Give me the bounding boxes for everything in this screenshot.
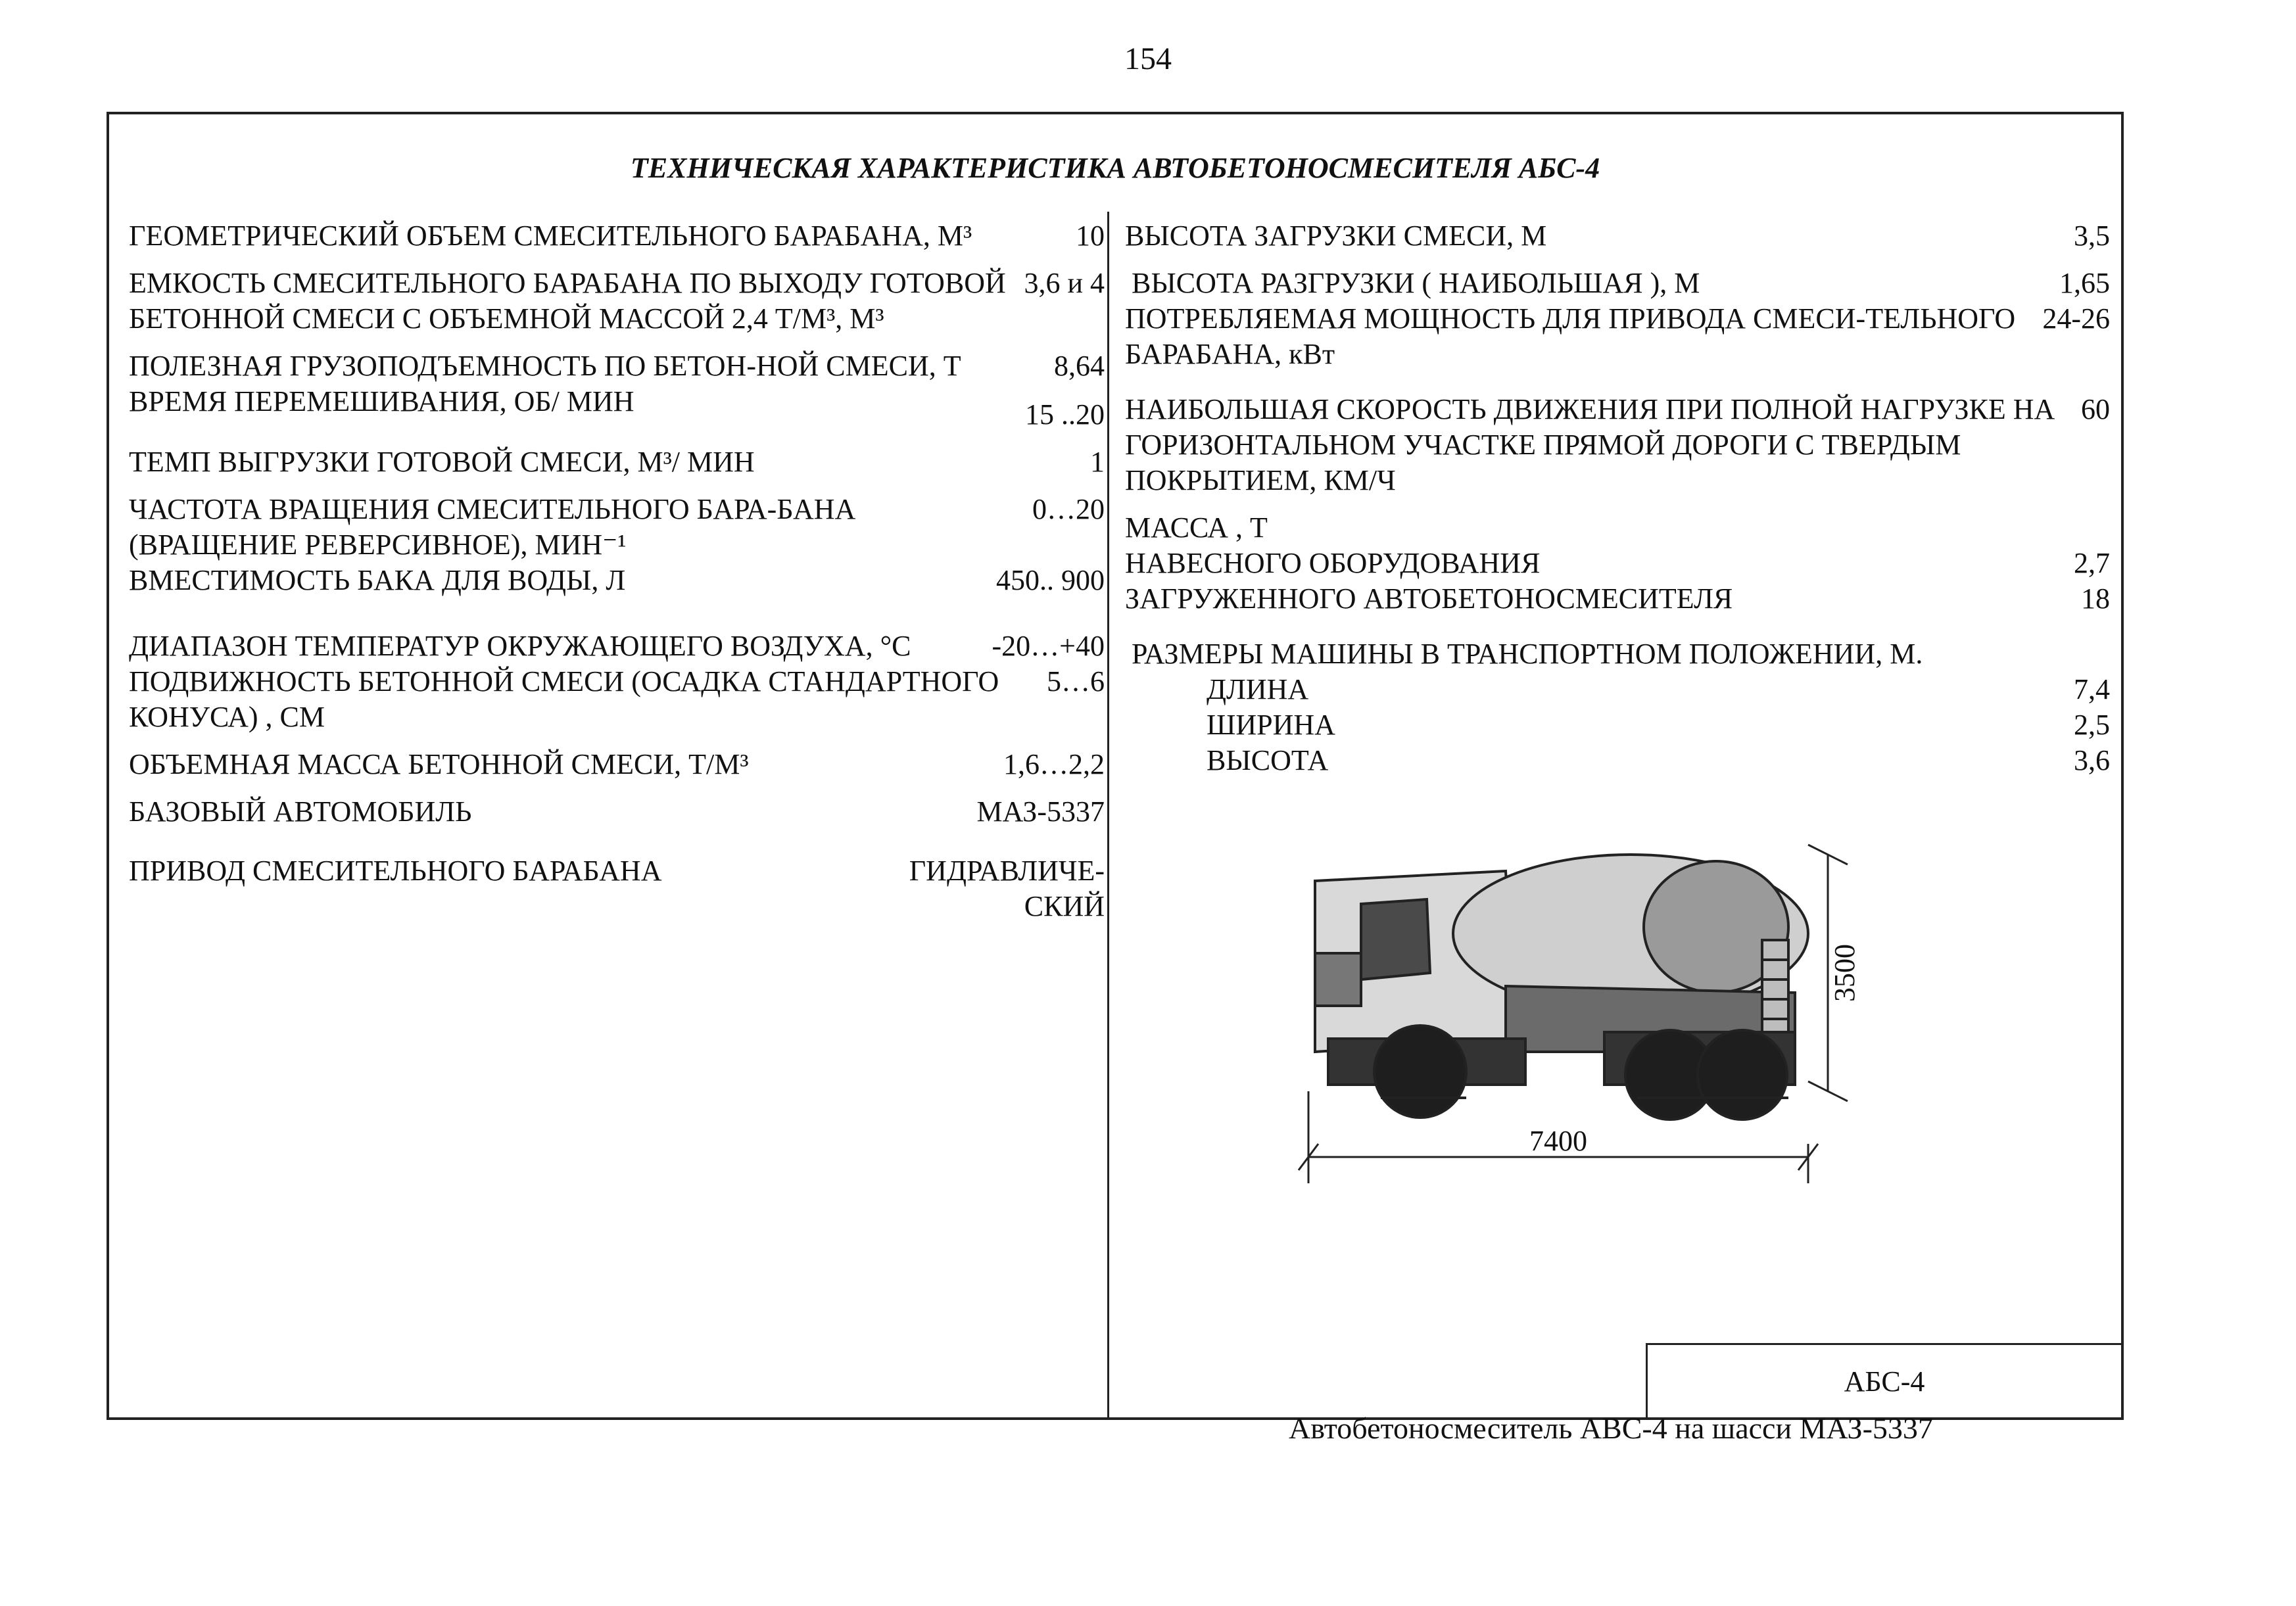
spec-row bbox=[1125, 266, 2110, 301]
spec-label: НАВЕСНОГО ОБОРУДОВАНИЯ bbox=[1125, 547, 1541, 579]
page-number: 154 bbox=[1124, 41, 1172, 76]
spec-label: ВРЕМЯ ПЕРЕМЕШИВАНИЯ, ОБ/ МИН bbox=[129, 385, 634, 417]
spec-row bbox=[129, 664, 1105, 735]
spec-label: ТЕМП ВЫГРУЗКИ ГОТОВОЙ СМЕСИ, М³/ МИН bbox=[129, 446, 755, 478]
spec-row bbox=[1125, 301, 2110, 372]
spec-label: ЧАСТОТА ВРАЩЕНИЯ СМЕСИТЕЛЬНОГО БАРА-БАНА (ВРАЩЕНИЕ РЕВЕРСИВНОЕ), МИН⁻¹ bbox=[129, 493, 856, 561]
spec-row bbox=[129, 266, 1105, 337]
spec-row bbox=[1125, 218, 2110, 254]
spec-value: 10 bbox=[1076, 220, 1105, 252]
spec-label: ПРИВОД СМЕСИТЕЛЬНОГО БАРАБАНА bbox=[129, 855, 662, 887]
length-dimension-label: 7400 bbox=[1529, 1125, 1587, 1157]
column-divider bbox=[1107, 212, 1109, 1417]
stamp-text: АБС-4 bbox=[1844, 1365, 1925, 1398]
spec-row bbox=[1125, 581, 2110, 617]
spec-row bbox=[129, 444, 1105, 480]
spec-label: ПОТРЕБЛЯЕМАЯ МОЩНОСТЬ ДЛЯ ПРИВОДА СМЕСИ-ТЕЛЬНОГО БАРАБАНА, кВт bbox=[1125, 302, 2016, 370]
spec-row bbox=[129, 853, 1105, 924]
spec-label: ОБЪЕМНАЯ МАССА БЕТОННОЙ СМЕСИ, Т/М³ bbox=[129, 748, 749, 780]
spec-value: -20…+40 bbox=[992, 630, 1105, 662]
spec-value: ГИДРАВЛИЧЕ- СКИЙ bbox=[909, 855, 1105, 922]
spec-label: НАИБОЛЬШАЯ СКОРОСТЬ ДВИЖЕНИЯ ПРИ ПОЛНОЙ НАГРУЗКЕ НА ГОРИЗОНТАЛЬНОМ УЧАСТКЕ ПРЯМОЙ ДОРОГИ С ТВЕРДЫМ ПОКРЫТИЕМ, КМ/Ч bbox=[1125, 393, 2055, 496]
mass-heading: МАССА , Т bbox=[1125, 511, 1268, 544]
spec-label: ВМЕСТИМОСТЬ БАКА ДЛЯ ВОДЫ, Л bbox=[129, 564, 626, 596]
spec-value: 18 bbox=[2081, 582, 2110, 615]
spec-label: ПОЛЕЗНАЯ ГРУЗОПОДЪЕМНОСТЬ ПО БЕТОН-НОЙ СМЕСИ, Т bbox=[129, 350, 961, 382]
spec-value: 2,7 bbox=[2074, 547, 2110, 579]
spec-row bbox=[1125, 707, 2110, 743]
spec-row bbox=[129, 492, 1105, 563]
spec-row bbox=[129, 348, 1105, 384]
spec-value: 3,6 и 4 bbox=[1024, 267, 1105, 299]
spec-row bbox=[129, 794, 1105, 830]
spec-label: ГЕОМЕТРИЧЕСКИЙ ОБЪЕМ СМЕСИТЕЛЬНОГО БАРАБАНА, М³ bbox=[129, 220, 972, 252]
right-spec-column bbox=[1125, 218, 2110, 778]
mass-heading-row bbox=[1125, 510, 2110, 546]
spec-label: БАЗОВЫЙ АВТОМОБИЛЬ bbox=[129, 795, 472, 828]
spec-row bbox=[1125, 392, 2110, 498]
spec-row bbox=[129, 563, 1105, 598]
dims-heading: РАЗМЕРЫ МАШИНЫ В ТРАНСПОРТНОМ ПОЛОЖЕНИИ, М. bbox=[1132, 638, 1923, 670]
spec-value: 1,65 bbox=[2059, 267, 2110, 299]
spec-value: 5…6 bbox=[1047, 665, 1105, 697]
spec-label: ЗАГРУЖЕННОГО АВТОБЕТОНОСМЕСИТЕЛЯ bbox=[1125, 582, 1733, 615]
spec-value: 3,5 bbox=[2074, 220, 2110, 252]
spec-label: ДИАПАЗОН ТЕМПЕРАТУР ОКРУЖАЮЩЕГО ВОЗДУХА, °С bbox=[129, 630, 911, 662]
dims-heading-row bbox=[1125, 636, 2110, 672]
left-spec-column bbox=[129, 218, 1105, 936]
spec-value: 0…20 bbox=[1032, 493, 1105, 525]
stamp-box bbox=[1646, 1343, 2121, 1417]
spec-label: ДЛИНА bbox=[1207, 673, 1309, 705]
spec-value: 8,64 bbox=[1054, 350, 1105, 382]
spec-value: 60 bbox=[2081, 393, 2110, 425]
spec-label: ШИРИНА bbox=[1207, 709, 1335, 741]
sheet-title: ТЕХНИЧЕСКАЯ ХАРАКТЕРИСТИКА АВТОБЕТОНОСМЕСИТЕЛЯ АБС-4 bbox=[630, 152, 1600, 184]
spec-label: ЕМКОСТЬ СМЕСИТЕЛЬНОГО БАРАБАНА ПО ВЫХОДУ ГОТОВОЙ БЕТОННОЙ СМЕСИ С ОБЪЕМНОЙ МАССОЙ 2,4 Т/М³, М³ bbox=[129, 267, 1006, 335]
spec-label: ВЫСОТА bbox=[1207, 744, 1329, 776]
spec-label: ВЫСОТА ЗАГРУЗКИ СМЕСИ, М bbox=[1125, 220, 1547, 252]
spec-value: 1 bbox=[1090, 446, 1105, 478]
spec-row bbox=[129, 218, 1105, 254]
spec-row bbox=[129, 747, 1105, 782]
height-dimension-label: 3500 bbox=[1829, 944, 1861, 1002]
spec-value: 450.. 900 bbox=[996, 564, 1105, 596]
spec-label: ВЫСОТА РАЗГРУЗКИ ( НАИБОЛЬШАЯ ), М bbox=[1132, 267, 1700, 299]
spec-row bbox=[129, 628, 1105, 664]
spec-value: 15 ..20 bbox=[1025, 398, 1105, 431]
spec-value: 7,4 bbox=[2074, 673, 2110, 705]
figure-caption: Автобетоносмеситель АВС-4 на шасси МАЗ-5337 bbox=[1289, 1411, 1933, 1445]
spec-value: 1,6…2,2 bbox=[1003, 748, 1105, 780]
spec-label: ПОДВИЖНОСТЬ БЕТОННОЙ СМЕСИ (ОСАДКА СТАНДАРТНОГО КОНУСА) , СМ bbox=[129, 665, 999, 733]
spec-row bbox=[1125, 743, 2110, 778]
concrete-mixer-truck-illustration bbox=[1289, 841, 1880, 1210]
spec-row bbox=[129, 384, 1105, 433]
spec-sheet bbox=[107, 112, 2124, 1445]
spec-value: 2,5 bbox=[2074, 709, 2110, 741]
spec-row bbox=[1125, 546, 2110, 581]
spec-value: 3,6 bbox=[2074, 744, 2110, 776]
spec-value: 24-26 bbox=[2042, 302, 2110, 335]
spec-value: МАЗ-5337 bbox=[976, 795, 1105, 828]
spec-row bbox=[1125, 672, 2110, 707]
